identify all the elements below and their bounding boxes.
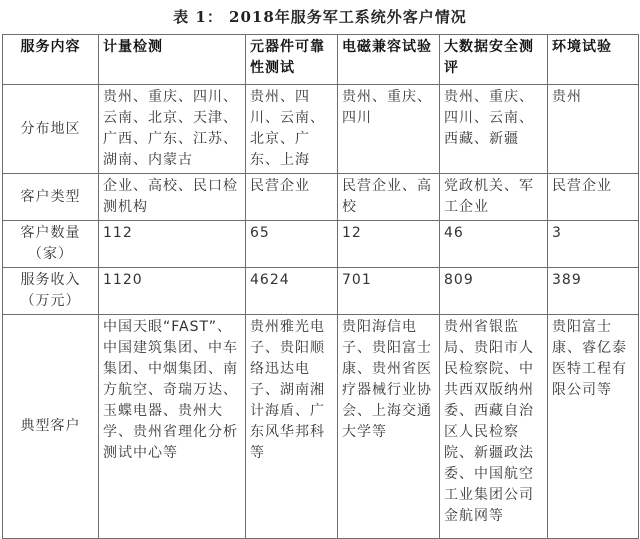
table-cell: 中国天眼“FAST”、中国建筑集团、中车集团、中烟集团、南方航空、奇瑞万达、玉蝶电器、贵州大学、贵州省理化分析测试中心等	[99, 315, 246, 539]
table-row	[3, 221, 639, 268]
table-row	[3, 174, 639, 221]
row-label: 典型客户	[3, 315, 99, 539]
column-header: 计量检测	[99, 35, 246, 85]
table-cell: 贵州、四川、云南、北京、广东、上海	[246, 85, 338, 174]
column-header: 环境试验	[548, 35, 639, 85]
table-cell: 12	[338, 221, 440, 268]
table-cell: 贵州、重庆、四川、云南、西藏、新疆	[440, 85, 548, 174]
table-cell: 701	[338, 268, 440, 315]
header-row	[3, 35, 639, 85]
row-label: 分布地区	[3, 85, 99, 174]
table-cell: 贵州、重庆、四川	[338, 85, 440, 174]
table-cell: 贵州、重庆、四川、云南、北京、天津、广西、广东、江苏、湖南、内蒙古	[99, 85, 246, 174]
table-cell: 112	[99, 221, 246, 268]
column-header: 服务内容	[3, 35, 99, 85]
row-label: 服务收入（万元）	[3, 268, 99, 315]
column-header: 元器件可靠性测试	[246, 35, 338, 85]
table-cell: 贵阳海信电子、贵阳富士康、贵州省医疗器械行业协会、上海交通大学等	[338, 315, 440, 539]
table-row	[3, 268, 639, 315]
client-table	[2, 34, 639, 539]
table-cell: 贵州省银监局、贵阳市人民检察院、中共西双版纳州委、西藏自治区人民检察院、新疆政法委、中国航空工业集团公司金航网等	[440, 315, 548, 539]
table-cell: 809	[440, 268, 548, 315]
table-cell: 企业、高校、民口检测机构	[99, 174, 246, 221]
table-cell: 1120	[99, 268, 246, 315]
column-header: 大数据安全测评	[440, 35, 548, 85]
row-label: 客户数量（家）	[3, 221, 99, 268]
table-row	[3, 85, 639, 174]
table-cell: 民营企业、高校	[338, 174, 440, 221]
table-cell: 65	[246, 221, 338, 268]
column-header: 电磁兼容试验	[338, 35, 440, 85]
table-cell: 民营企业	[548, 174, 639, 221]
table-row	[3, 315, 639, 539]
table-cell: 3	[548, 221, 639, 268]
table-cell: 党政机关、军工企业	[440, 174, 548, 221]
table-title: 表 1： 2018年服务军工系统外客户情况	[173, 8, 467, 26]
table-cell: 贵州雅光电子、贵阳顺络迅达电子、湖南湘计海盾、广东风华邦科等	[246, 315, 338, 539]
table-cell: 贵阳富士康、睿亿泰医特工程有限公司等	[548, 315, 639, 539]
table-cell: 46	[440, 221, 548, 268]
table-cell: 贵州	[548, 85, 639, 174]
table-cell: 民营企业	[246, 174, 338, 221]
table-cell: 4624	[246, 268, 338, 315]
row-label: 客户类型	[3, 174, 99, 221]
table-cell: 389	[548, 268, 639, 315]
